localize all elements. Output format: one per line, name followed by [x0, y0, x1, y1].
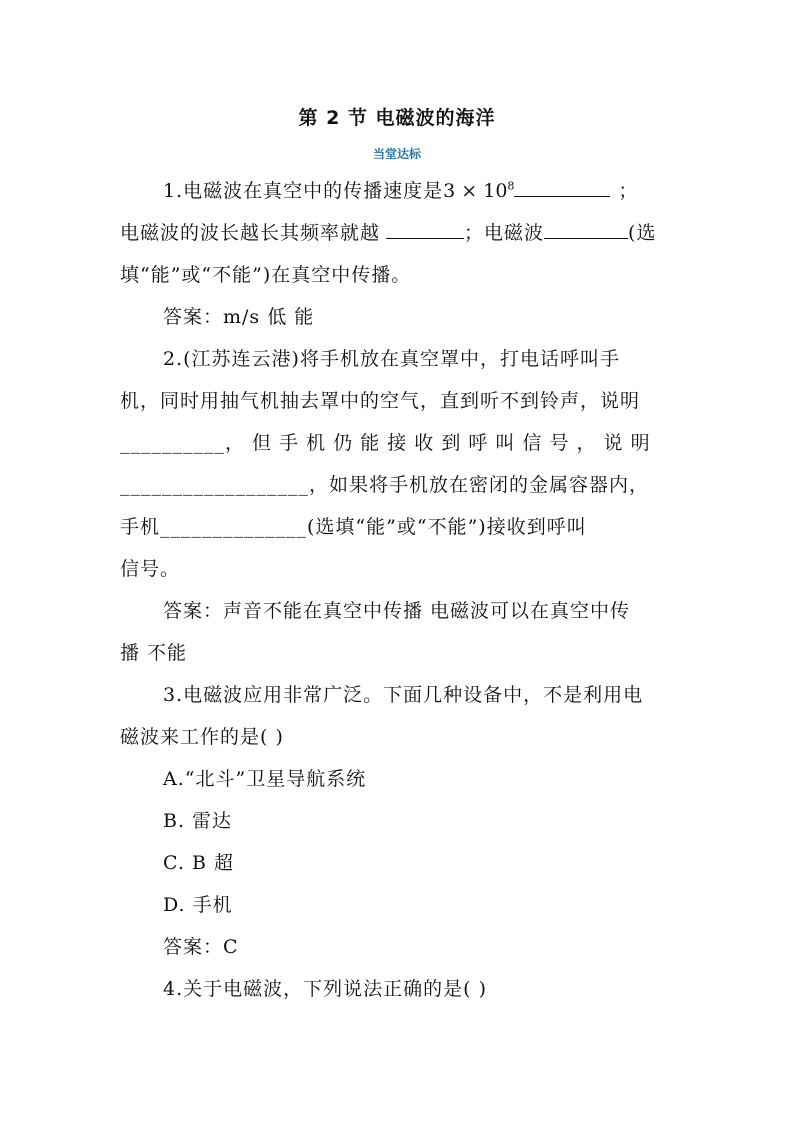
- q3-option-c[interactable]: C. B 超: [163, 852, 234, 874]
- section-subtitle: 当堂达标: [372, 147, 421, 161]
- q1-blank-3[interactable]: [544, 220, 628, 239]
- q2-blank-3[interactable]: ______________: [160, 516, 308, 538]
- speed-value: [443, 180, 514, 202]
- q2-line-2: 机，同时用抽气机抽去罩中的空气，直到听不到铃声，说明: [120, 390, 641, 412]
- q1-line1-end: ；: [618, 180, 639, 202]
- page-title: 第 2 节 电磁波的海洋: [298, 107, 496, 129]
- q4-line-1: 4.关于电磁波，下列说法正确的是( ): [163, 978, 487, 1000]
- q2-answer-line-2: 播 不能: [120, 642, 188, 664]
- q1-line2-b: ；电磁波: [464, 222, 545, 244]
- q3-line-1: 3.电磁波应用非常广泛。下面几种设备中，不是利用电: [163, 684, 644, 706]
- q2-blank-1[interactable]: __________: [120, 432, 225, 454]
- q1-blank-1[interactable]: [514, 178, 610, 197]
- q2-line5-a: 手机: [120, 516, 161, 538]
- q1-line2-c: (选: [628, 222, 657, 244]
- q2-line-5: [120, 514, 686, 540]
- q3-option-d[interactable]: D. 手机: [163, 894, 233, 916]
- q2-line5-b: (选填“能”或“不能”)接收到呼叫: [307, 516, 587, 538]
- q1-line-2: [120, 220, 686, 246]
- q3-option-a[interactable]: A.“北斗”卫星导航系统: [163, 768, 367, 790]
- q1-blank-2[interactable]: [386, 220, 464, 239]
- q2-blank-2[interactable]: __________________: [120, 474, 309, 496]
- q3-answer: 答案：C: [163, 936, 239, 958]
- q1-text: 1.电磁波在真空中的传播速度是: [163, 180, 444, 202]
- q2-line-1: 2.(江苏连云港)将手机放在真空罩中，打电话呼叫手: [163, 348, 620, 370]
- speed-mantissa: 3 × 10: [443, 180, 508, 202]
- q1-line2-a: 电磁波的波长越长其频率就越: [120, 222, 381, 244]
- q2-line-3: [120, 430, 686, 456]
- q2-answer-line-1: 答案：声音不能在真空中传播 电磁波可以在真空中传: [163, 600, 631, 622]
- q1-answer: 答案：m/s 低 能: [163, 306, 315, 328]
- q2-line-4: [120, 472, 686, 498]
- q1-line-1: [163, 178, 686, 204]
- q3-option-b[interactable]: B. 雷达: [163, 810, 233, 832]
- q2-line4-text: ，如果将手机放在密闭的金属容器内，: [309, 474, 650, 496]
- q2-line-6: 信号。: [120, 558, 181, 580]
- speed-exponent: 8: [507, 179, 515, 193]
- q3-line-2: 磁波来工作的是( ): [120, 726, 284, 748]
- q1-line-3: 填“能”或“不能”)在真空中传播。: [120, 264, 412, 286]
- q2-line3-text: ， 但 手 机 仍 能 接 收 到 呼 叫 信 号 ， 说 明: [225, 432, 651, 454]
